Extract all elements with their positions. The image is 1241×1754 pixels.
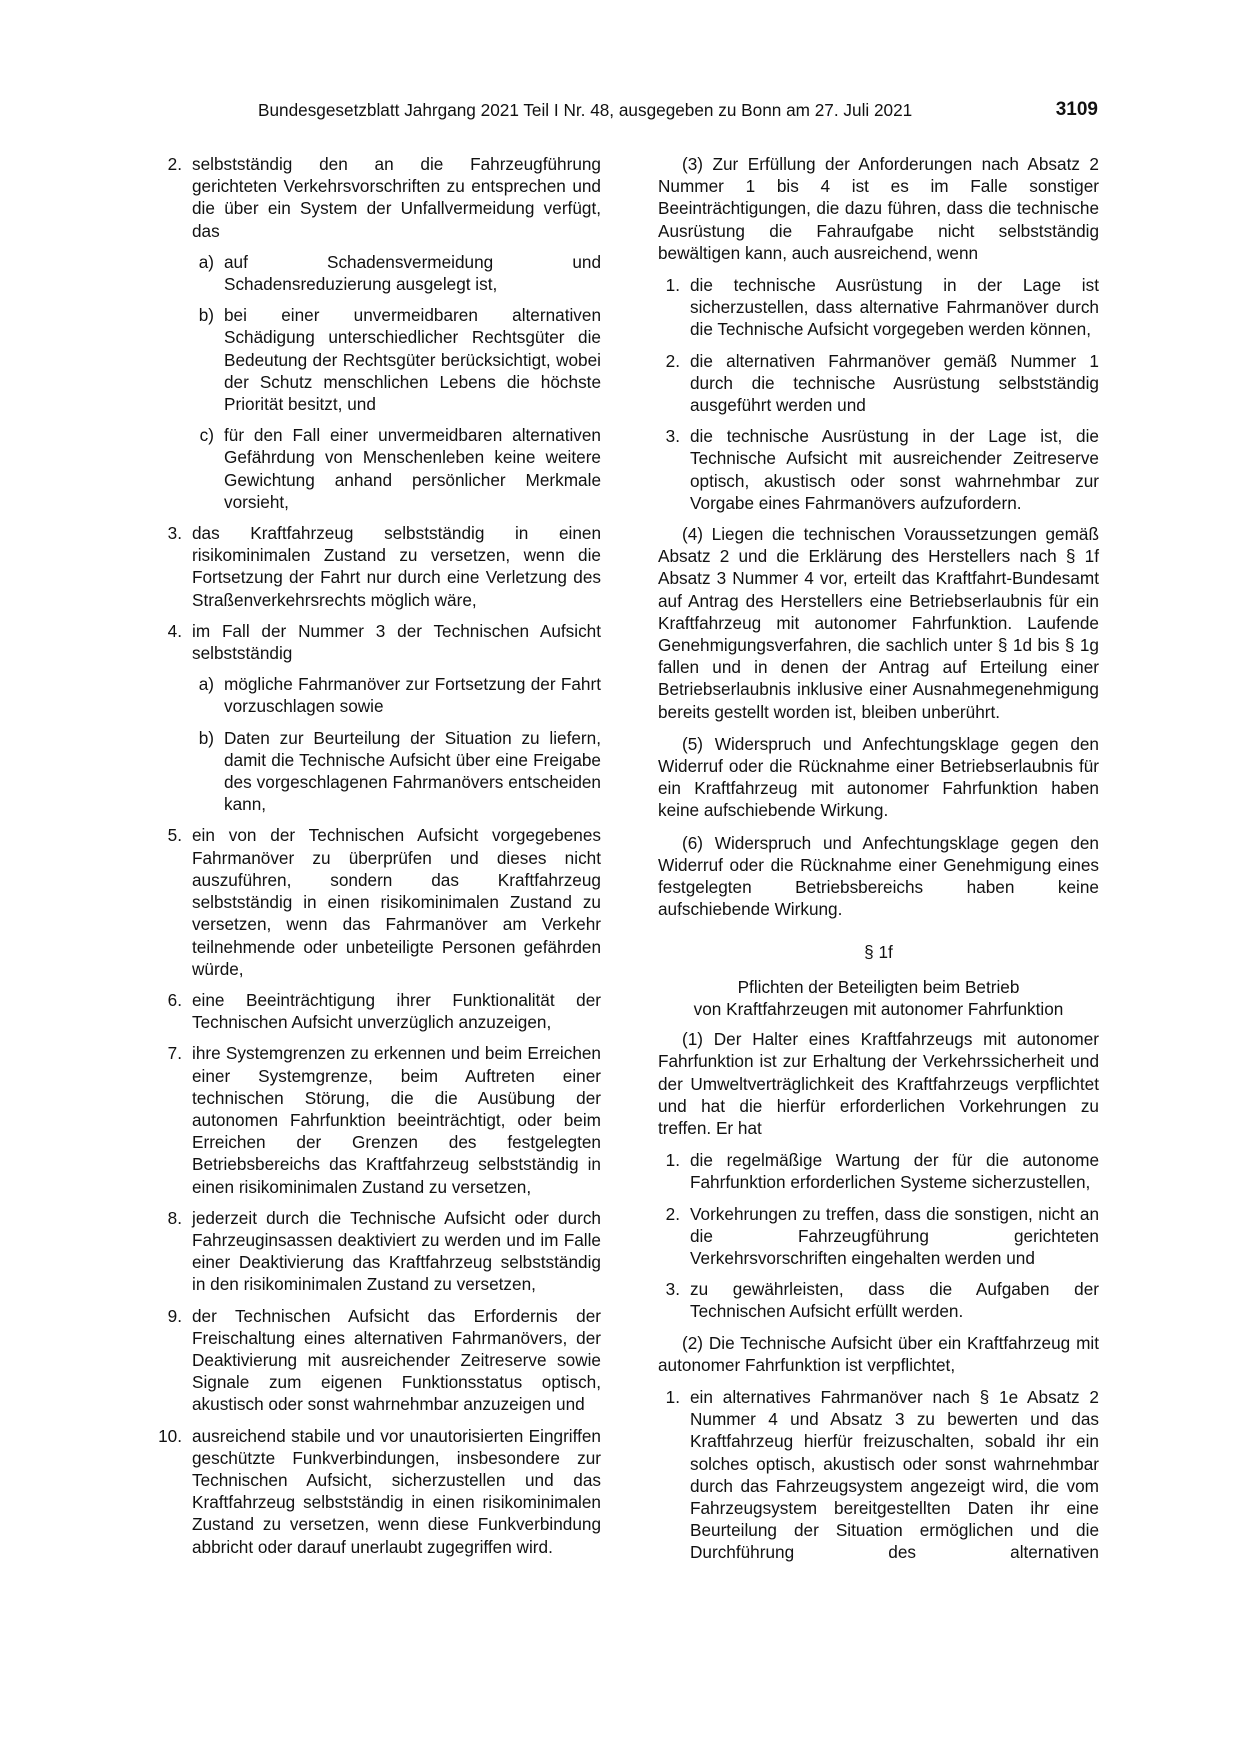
sub-item-letter: a) [198, 251, 214, 272]
section-title-line: Pflichten der Beteiligten beim Betrieb [737, 976, 1020, 997]
item-text: ein von der Technischen Aufsicht vorgegebenes Fahrmanöver zu überprüfen und dieses nicht auszuführen, sondern das Kraftfahrzeug selbstständig in einen risikominimalen Zustand zu versetzen, wenn das Fahrmanöver am Verkehr teilnehmende oder unbeteiligte Personen gefährden würde, [192, 825, 601, 979]
sub-item [192, 727, 601, 816]
page-number: 3109 [1055, 99, 1098, 120]
item-text: die technische Ausrüstung in der Lage ist sicherzustellen, dass alternative Fahrmanöver durch die Technische Aufsicht vorgegeben werden können, [690, 275, 1099, 340]
list-item [160, 1425, 601, 1558]
item-text: das Kraftfahrzeug selbstständig in einen risikominimalen Zustand zu versetzen, wenn die Fortsetzung der Fahrt nur durch eine Verletzung des Straßenverkehrsrechts möglich wäre, [192, 523, 601, 610]
list-item [658, 1203, 1099, 1270]
section-heading: § 1f [864, 941, 893, 962]
item-number: 4. [167, 620, 182, 641]
running-header [258, 100, 1098, 126]
list-item [160, 1305, 601, 1416]
item-text: ausreichend stabile und vor unautorisierten Eingriffen geschützte Funkverbindungen, insbesondere zur Technischen Aufsicht, sicherzustellen und das Kraftfahrzeug selbstständig in einen risikominimalen Zustand zu versetzen, wenn diese Funkverbindung abbricht oder darauf unerlaubt zugegriffen wird. [192, 1425, 601, 1557]
item-number: 2. [665, 1203, 680, 1224]
item-text: im Fall der Nummer 3 der Technischen Aufsicht selbstständig [192, 620, 601, 664]
item-number: 3. [665, 426, 680, 447]
sub-item [192, 424, 601, 513]
sub-item [192, 304, 601, 415]
list-item [160, 153, 601, 513]
list-item [160, 1042, 601, 1197]
list-item [658, 274, 1099, 341]
sub-item-text: für den Fall einer unvermeidbaren alternativen Gefährdung von Menschenleben keine weitere Gewichtung anhand persönlicher Merkmale vorsieht, [224, 425, 601, 512]
list-item [160, 989, 601, 1033]
sub-item [192, 251, 601, 295]
paragraph-3: (3) Zur Erfüllung der Anforderungen nach Absatz 2 Nummer 1 bis 4 ist es im Falle sonstiger Beeinträchtigungen, die dazu führen, dass die technische Ausrüstung die Fahraufgabe nicht selbstständig bewältigen kann, auch ausreichend, wenn [658, 154, 1099, 263]
item-number: 2. [167, 154, 182, 174]
paragraph-4: (4) Liegen die technischen Voraussetzungen gemäß Absatz 2 und die Erklärung des Herstellers nach § 1f Absatz 3 Nummer 4 vor, erteilt das Kraftfahrt-Bundesamt auf Antrag des Herstellers eine Betriebserlaubnis für ein Kraftfahrzeug mit autonomer Fahrfunktion. Laufende Genehmigungsverfahren, die sachlich unter § 1d bis § 1g fallen und in denen der Antrag auf Erteilung einer Betriebserlaubnis inklusive einer Ausnahmegenehmigung bereits gestellt worden ist, bleiben unberührt. [658, 524, 1099, 722]
item-text: Vorkehrungen zu treffen, dass die sonstigen, nicht an die Fahrzeugführung gerichteten Verkehrsvorschriften eingehalten werden und [690, 1203, 1099, 1268]
list-item [658, 350, 1099, 417]
list-item [658, 1278, 1099, 1322]
item-text: jederzeit durch die Technische Aufsicht oder durch Fahrzeuginsassen deaktiviert zu werden und im Falle einer Deaktivierung das Kraftfahrzeug selbstständig in den risikominimalen Zustand zu versetzen, [192, 1207, 601, 1295]
sub-item-letter: b) [198, 305, 214, 326]
left-column [160, 153, 601, 1567]
item-text: zu gewährleisten, dass die Aufgaben der Technischen Aufsicht erfüllt werden. [690, 1279, 1099, 1322]
item-number: 1. [665, 1386, 680, 1407]
list-item [160, 620, 601, 816]
item-number: 5. [167, 825, 182, 846]
item-number: 8. [167, 1207, 182, 1228]
section-paragraph-1: (1) Der Halter eines Kraftfahrzeugs mit autonomer Fahrfunktion ist zur Erhaltung der Verkehrssicherheit und der Umweltverträglichkeit des Kraftfahrzeugs verpflichtet und hat die hierfür erforderlichen Vorkehrungen zu treffen. Er hat [658, 1029, 1099, 1138]
sub-item-letter: a) [198, 674, 214, 695]
sub-item-text: bei einer unvermeidbaren alternativen Schädigung unterschiedlicher Rechtsgüter die Bedeutung der Rechtsgüter berücksichtigt, wobei der Schutz menschlichen Lebens die höchste Priorität besitzt, und [224, 305, 601, 415]
item-number: 2. [665, 350, 680, 371]
list-item [658, 1386, 1099, 1564]
item-text: die alternativen Fahrmanöver gemäß Nummer 1 durch die technische Ausrüstung selbstständig ausgeführt werden und [690, 350, 1099, 416]
sub-item-text: Daten zur Beurteilung der Situation zu liefern, damit die Technische Aufsicht über eine Freigabe des vorgeschlagenen Fahrmanövers entscheiden kann, [224, 727, 601, 815]
item-text: die technische Ausrüstung in der Lage ist, die Technische Aufsicht mit ausreichender Zeitreserve optisch, akustisch oder sonst wahrnehmbar zur Vorgabe eines Fahrmanövers aufzufordern. [690, 426, 1099, 513]
item-number: 1. [665, 1150, 680, 1171]
sub-item-text: auf Schadensvermeidung und Schadensreduzierung ausgelegt ist, [224, 251, 601, 295]
item-text: der Technischen Aufsicht das Erfordernis der Freischaltung eines alternativen Fahrmanövers, der Deaktivierung mit ausreichender Zeitreserve sowie Signale zum eigenen Funktionsstatus optisch, akustisch oder sonst wahrnehmbar anzuzeigen und [192, 1305, 601, 1415]
item-text: ihre Systemgrenzen zu erkennen und beim Erreichen einer Systemgrenze, beim Auftreten einer technischen Störung, die die Ausübung der autonomen Fahrfunktion beeinträchtigt, oder beim Erreichen der Grenzen des festgelegten Betriebsbereichs das Kraftfahrzeug selbstständig in einen risikominimalen Zustand zu versetzen, [192, 1043, 601, 1197]
paragraph-6: (6) Widerspruch und Anfechtungsklage gegen den Widerruf oder die Rücknahme einer Genehmigung eines festgelegten Betriebsbereichs haben keine aufschiebende Wirkung. [658, 832, 1099, 920]
item-text: selbstständig den an die Fahrzeugführung gerichteten Verkehrsvorschriften zu entsprechen und die über ein System der Unfallvermeidung verfügt, das [192, 154, 601, 241]
list-item [658, 1149, 1099, 1193]
list-item [160, 824, 601, 979]
sub-item-letter: b) [198, 727, 214, 748]
item-number: 3. [167, 523, 182, 544]
item-number: 6. [167, 989, 182, 1010]
header-text: Bundesgesetzblatt Jahrgang 2021 Teil I Nr. 48, ausgegeben zu Bonn am 27. Juli 2021 [258, 100, 913, 120]
section-title-line: von Kraftfahrzeugen mit autonomer Fahrfunktion [693, 998, 1064, 1019]
item-number: 10. [158, 1425, 182, 1446]
list-item [658, 425, 1099, 514]
sub-list [192, 673, 601, 815]
item-number: 1. [665, 275, 680, 296]
right-column [658, 153, 1099, 1573]
sub-item-text: mögliche Fahrmanöver zur Fortsetzung der Fahrt vorzuschlagen sowie [224, 674, 601, 717]
item-number: 3. [665, 1279, 680, 1300]
sub-item [192, 673, 601, 717]
list-item [160, 522, 601, 611]
sub-list [192, 251, 601, 513]
list-item [160, 1207, 601, 1296]
section-paragraph-2: (2) Die Technische Aufsicht über ein Kraftfahrzeug mit autonomer Fahrfunktion ist verpflichtet, [658, 1332, 1099, 1375]
item-number: 9. [167, 1305, 182, 1326]
section-title [658, 976, 1099, 1020]
item-text: eine Beeinträchtigung ihrer Funktionalität der Technischen Aufsicht unverzüglich anzuzeigen, [192, 989, 601, 1033]
item-text: ein alternatives Fahrmanöver nach § 1e Absatz 2 Nummer 4 und Absatz 3 zu bewerten und das Kraftfahrzeug hierfür freizuschalten, sobald ihr ein solches optisch, akustisch oder sonst wahrnehmbar durch das Fahrzeugsystem angezeigt wird, die vom Fahrzeugsystem bereitgestellten Daten ihr eine Beurteilung der Situation ermöglichen und die Durchführung des alternativen [690, 1386, 1099, 1563]
item-number: 7. [167, 1043, 182, 1064]
item-text: die regelmäßige Wartung der für die autonome Fahrfunktion erforderlichen Systeme sicherzustellen, [690, 1150, 1099, 1193]
paragraph-5: (5) Widerspruch und Anfechtungsklage gegen den Widerruf oder die Rücknahme einer Betriebserlaubnis für ein Kraftfahrzeug mit autonomer Fahrfunktion haben keine aufschiebende Wirkung. [658, 733, 1099, 821]
sub-item-letter: c) [199, 425, 214, 446]
